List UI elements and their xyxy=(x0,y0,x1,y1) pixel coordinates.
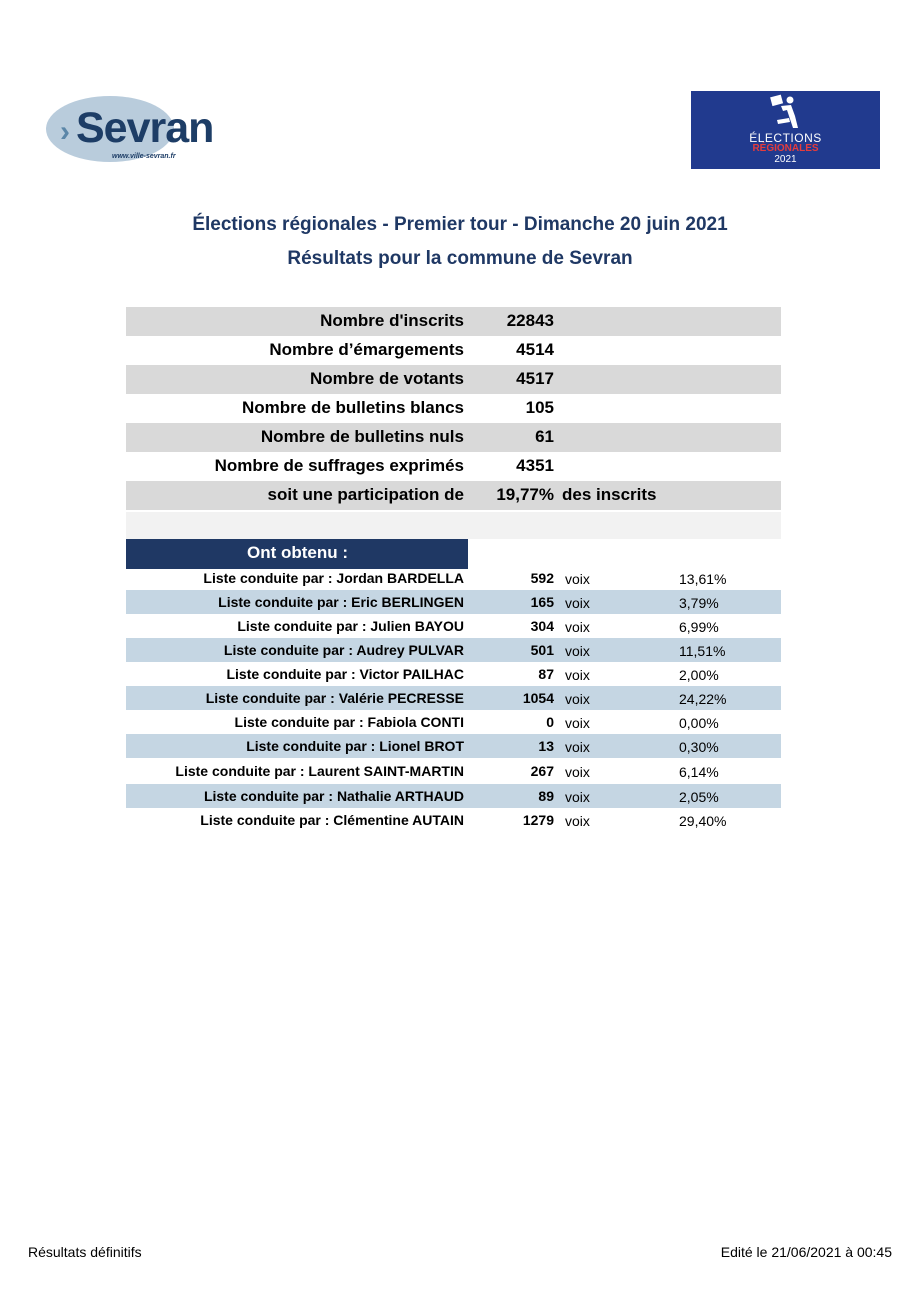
results-header xyxy=(126,539,468,569)
result-votes: 501 xyxy=(530,642,554,658)
badge-line-3: 2021 xyxy=(774,154,797,165)
logo-url: www.ville-sevran.fr xyxy=(112,153,176,160)
result-unit: voix xyxy=(565,595,590,611)
summary-value: 22843 xyxy=(506,311,554,330)
result-row xyxy=(126,590,781,614)
table-spacer xyxy=(126,512,781,539)
result-votes: 304 xyxy=(530,618,554,634)
result-votes: 87 xyxy=(538,666,554,682)
summary-row-exprimes xyxy=(126,452,781,481)
result-row xyxy=(126,662,781,686)
summary-row-inscrits xyxy=(126,307,781,336)
result-votes: 1054 xyxy=(522,690,554,706)
summary-label: Nombre de bulletins blancs xyxy=(242,398,464,417)
result-label: Liste conduite par : Fabiola CONTI xyxy=(234,714,464,730)
summary-row-blancs xyxy=(126,394,781,423)
result-unit: voix xyxy=(565,715,590,731)
ballot-voter-icon xyxy=(769,94,803,130)
result-percent: 6,14% xyxy=(679,764,719,780)
result-label: Liste conduite par : Audrey PULVAR xyxy=(223,642,464,658)
page-subtitle: Résultats pour la commune de Sevran xyxy=(287,248,633,269)
summary-label: Nombre de suffrages exprimés xyxy=(214,456,464,475)
summary-value: 105 xyxy=(525,398,554,417)
result-row xyxy=(126,759,781,783)
summary-value: 61 xyxy=(535,427,554,446)
summary-label: soit une participation de xyxy=(267,485,464,504)
badge-line-1: ÉLECTIONS xyxy=(749,131,822,145)
result-votes: 0 xyxy=(546,714,554,730)
result-percent: 0,30% xyxy=(679,739,719,755)
result-label: Liste conduite par : Clémentine AUTAIN xyxy=(200,812,464,828)
summary-label: Nombre de votants xyxy=(310,369,464,388)
result-label: Liste conduite par : Victor PAILHAC xyxy=(226,666,464,682)
result-votes: 267 xyxy=(530,763,554,779)
result-label: Liste conduite par : Laurent SAINT-MARTIN xyxy=(175,763,464,779)
result-percent: 2,00% xyxy=(679,667,719,683)
result-percent: 29,40% xyxy=(679,813,727,829)
summary-suffix: des inscrits xyxy=(562,485,657,504)
result-label: Liste conduite par : Julien BAYOU xyxy=(237,618,464,634)
result-row xyxy=(126,566,781,590)
result-unit: voix xyxy=(565,667,590,683)
result-percent: 6,99% xyxy=(679,619,719,635)
footer-edit-date: Edité le 21/06/2021 à 00:45 xyxy=(720,1244,892,1260)
result-unit: voix xyxy=(565,764,590,780)
result-unit: voix xyxy=(565,691,590,707)
result-row xyxy=(126,734,781,758)
result-unit: voix xyxy=(565,643,590,659)
result-votes: 165 xyxy=(530,594,554,610)
result-unit: voix xyxy=(565,619,590,635)
result-unit: voix xyxy=(565,813,590,829)
summary-value: 4514 xyxy=(516,340,554,359)
summary-row-votants xyxy=(126,365,781,394)
result-row xyxy=(126,710,781,734)
result-percent: 11,51% xyxy=(679,643,726,659)
summary-label: Nombre d’émargements xyxy=(269,340,464,359)
result-unit: voix xyxy=(565,739,590,755)
result-percent: 24,22% xyxy=(679,691,727,707)
result-label: Liste conduite par : Lionel BROT xyxy=(246,738,464,754)
result-row xyxy=(126,784,781,808)
summary-label: Nombre d'inscrits xyxy=(320,311,464,330)
summary-row-emargements xyxy=(126,336,781,365)
result-unit: voix xyxy=(565,571,590,587)
result-votes: 89 xyxy=(538,788,554,804)
summary-value: 4351 xyxy=(516,456,554,475)
result-percent: 3,79% xyxy=(679,595,719,611)
result-row xyxy=(126,614,781,638)
summary-label: Nombre de bulletins nuls xyxy=(260,427,464,446)
elections-badge xyxy=(691,91,880,169)
result-row xyxy=(126,638,781,662)
badge-line-2: RÉGIONALES xyxy=(752,143,819,154)
result-row xyxy=(126,686,781,710)
logo-wordmark: Sevran xyxy=(76,104,214,152)
result-percent: 2,05% xyxy=(679,789,719,805)
result-votes: 592 xyxy=(530,570,554,586)
result-label: Liste conduite par : Valérie PECRESSE xyxy=(205,690,464,706)
result-votes: 13 xyxy=(538,738,554,754)
result-percent: 13,61% xyxy=(679,571,727,587)
result-unit: voix xyxy=(565,789,590,805)
result-label: Liste conduite par : Eric BERLINGEN xyxy=(218,594,464,610)
summary-value: 19,77% xyxy=(496,485,554,504)
summary-row-participation xyxy=(126,481,781,510)
results-header-label: Ont obtenu : xyxy=(247,543,349,562)
result-label: Liste conduite par : Nathalie ARTHAUD xyxy=(203,788,464,804)
summary-row-nuls xyxy=(126,423,781,452)
result-votes: 1279 xyxy=(522,812,554,828)
chevron-right-icon: › xyxy=(60,115,70,148)
result-label: Liste conduite par : Jordan BARDELLA xyxy=(203,570,464,586)
footer-status: Résultats définitifs xyxy=(28,1244,142,1260)
result-percent: 0,00% xyxy=(679,715,719,731)
page-title: Élections régionales - Premier tour - Dimanche 20 juin 2021 xyxy=(192,214,728,235)
sevran-logo xyxy=(46,96,226,176)
result-row xyxy=(126,808,781,832)
summary-value: 4517 xyxy=(516,369,554,388)
